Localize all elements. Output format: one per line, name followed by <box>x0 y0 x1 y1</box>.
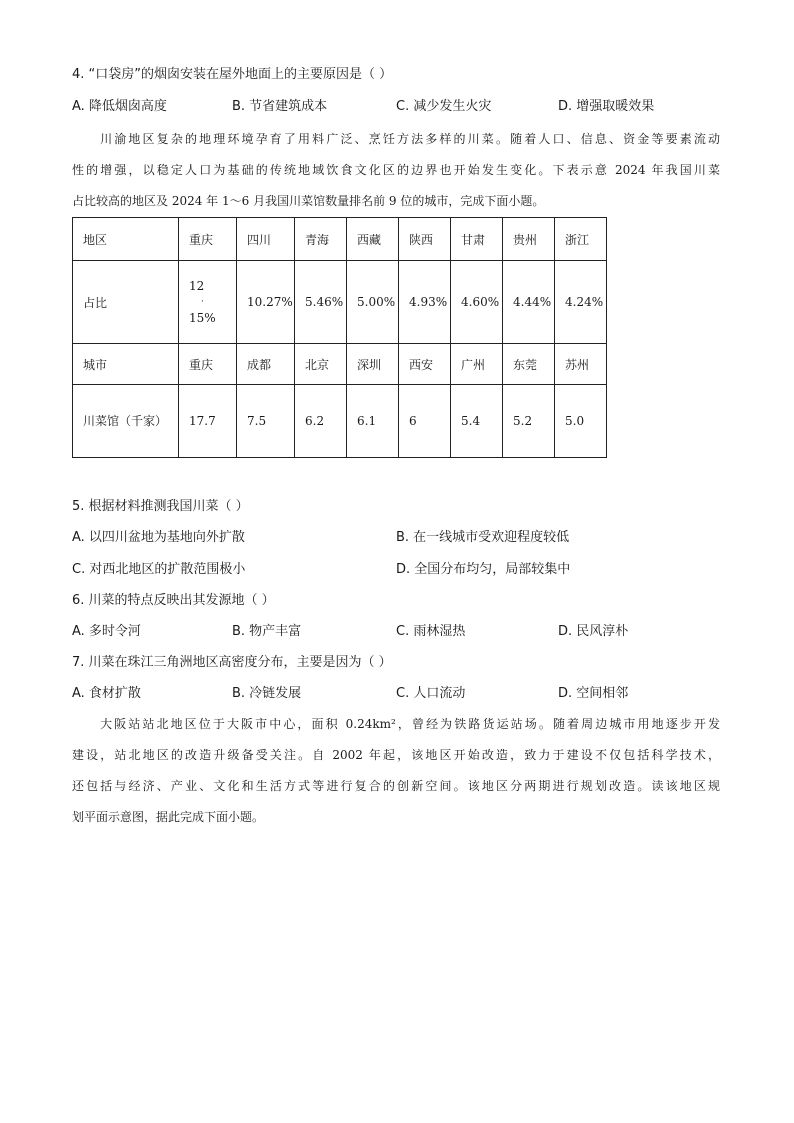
q7-option-b: B. 冷链发展 <box>232 686 302 701</box>
q5-option-d: D. 全国分布均匀，局部较集中 <box>396 562 571 577</box>
q5-option-a: A. 以四川盆地为基地向外扩散 <box>72 530 245 545</box>
table-cell-region: 重庆 <box>179 218 237 261</box>
table-cell-count: 6.1 <box>347 385 399 458</box>
table-header-region: 地区 <box>73 218 179 261</box>
material-1-line-3: 占比较高的地区及 2024 年 1～6 月我国川菜馆数量排名前 9 位的城市，完成下面小题。 <box>72 194 545 208</box>
q4-option-c: C. 减少发生火灾 <box>396 99 492 114</box>
table-cell-city: 重庆 <box>179 344 237 385</box>
question-6-stem: 6. 川菜的特点反映出其发源地（ ） <box>72 593 275 608</box>
table-cell-region: 陕西 <box>399 218 451 261</box>
table-header-city: 城市 <box>73 344 179 385</box>
table-header-share: 占比 <box>73 261 179 344</box>
material-2-line-1: 大阪站站北地区位于大阪市中心，面积 0.24km²，曾经为铁路货运站场。随着周边城市用地逐步开发 <box>98 717 720 731</box>
share-chongqing-top: 12 <box>189 279 205 293</box>
table-cell-share: 4.93% <box>399 261 451 344</box>
table-cell-region: 甘肃 <box>451 218 503 261</box>
table-cell-city: 苏州 <box>555 344 607 385</box>
material-2-line-3: 还包括与经济、产业、文化和生活方式等进行复合的创新空间。该地区分两期进行规划改造。读该地区规 <box>72 779 720 793</box>
table-cell-city: 深圳 <box>347 344 399 385</box>
material-2-line-2: 建设，站北地区的改造升级备受关注。自 2002 年起，该地区开始改造，致力于建设不仅包括科学技术， <box>72 748 720 762</box>
chuancai-data-table <box>72 217 607 458</box>
table-row-cities <box>73 344 607 385</box>
table-cell-count: 5.2 <box>503 385 555 458</box>
material-1-line-2: 性的增强，以稳定人口为基础的传统地域饮食文化区的边界也开始发生变化。下表示意 2024 年我国川菜 <box>72 163 720 177</box>
q7-option-c: C. 人口流动 <box>396 686 466 701</box>
q4-option-b: B. 节省建筑成本 <box>232 99 328 114</box>
table-cell-share: 5.00% <box>347 261 399 344</box>
q6-option-d: D. 民风淳朴 <box>558 624 629 639</box>
table-cell-city: 北京 <box>295 344 347 385</box>
table-cell-city: 东莞 <box>503 344 555 385</box>
question-5-stem: 5. 根据材料推测我国川菜（ ） <box>72 499 249 514</box>
q5-option-b: B. 在一线城市受欢迎程度较低 <box>396 530 570 545</box>
q6-option-b: B. 物产丰富 <box>232 624 302 639</box>
table-cell-region: 浙江 <box>555 218 607 261</box>
table-cell-share: 4.60% <box>451 261 503 344</box>
q4-option-d: D. 增强取暖效果 <box>558 99 655 114</box>
q6-option-c: C. 雨林湿热 <box>396 624 466 639</box>
q4-option-a: A. 降低烟囱高度 <box>72 99 167 114</box>
table-row-shares <box>73 261 607 344</box>
material-1-line-1: 川渝地区复杂的地理环境孕育了用料广泛、烹饪方法多样的川菜。随着人口、信息、资金等要素流动 <box>98 132 720 146</box>
table-cell-region: 贵州 <box>503 218 555 261</box>
table-cell-count: 7.5 <box>237 385 295 458</box>
table-cell-share: 4.44% <box>503 261 555 344</box>
q7-option-a: A. 食材扩散 <box>72 686 141 701</box>
table-cell-city: 成都 <box>237 344 295 385</box>
material-paragraph-1 <box>72 124 720 217</box>
share-chongqing-bottom: 15% <box>189 311 216 325</box>
table-cell-region: 四川 <box>237 218 295 261</box>
table-row-regions <box>73 218 607 261</box>
table-cell-count: 17.7 <box>179 385 237 458</box>
table-cell-share: 5.46% <box>295 261 347 344</box>
table-cell-count: 6.2 <box>295 385 347 458</box>
table-cell-city: 西安 <box>399 344 451 385</box>
table-header-count: 川菜馆（千家） <box>73 385 179 458</box>
table-cell-region: 西藏 <box>347 218 399 261</box>
share-chongqing-mid: · <box>201 297 204 307</box>
table-row-counts <box>73 385 607 458</box>
table-cell-city: 广州 <box>451 344 503 385</box>
table-cell-share: 10.27% <box>237 261 295 344</box>
material-2-line-4: 划平面示意图，据此完成下面小题。 <box>72 810 265 824</box>
question-4-stem: 4. “口袋房”的烟囱安装在屋外地面上的主要原因是（ ） <box>72 67 393 82</box>
q7-option-d: D. 空间相邻 <box>558 686 629 701</box>
table-cell-count: 5.4 <box>451 385 503 458</box>
q5-option-c: C. 对西北地区的扩散范围极小 <box>72 562 246 577</box>
q6-option-a: A. 多时令河 <box>72 624 141 639</box>
material-paragraph-2 <box>72 709 720 833</box>
table-cell-share: 4.24% <box>555 261 607 344</box>
table-cell-region: 青海 <box>295 218 347 261</box>
table-cell-share-chongqing <box>179 261 237 344</box>
question-7-stem: 7. 川菜在珠江三角洲地区高密度分布，主要是因为（ ） <box>72 655 392 670</box>
table-cell-count: 6 <box>399 385 451 458</box>
table-cell-count: 5.0 <box>555 385 607 458</box>
